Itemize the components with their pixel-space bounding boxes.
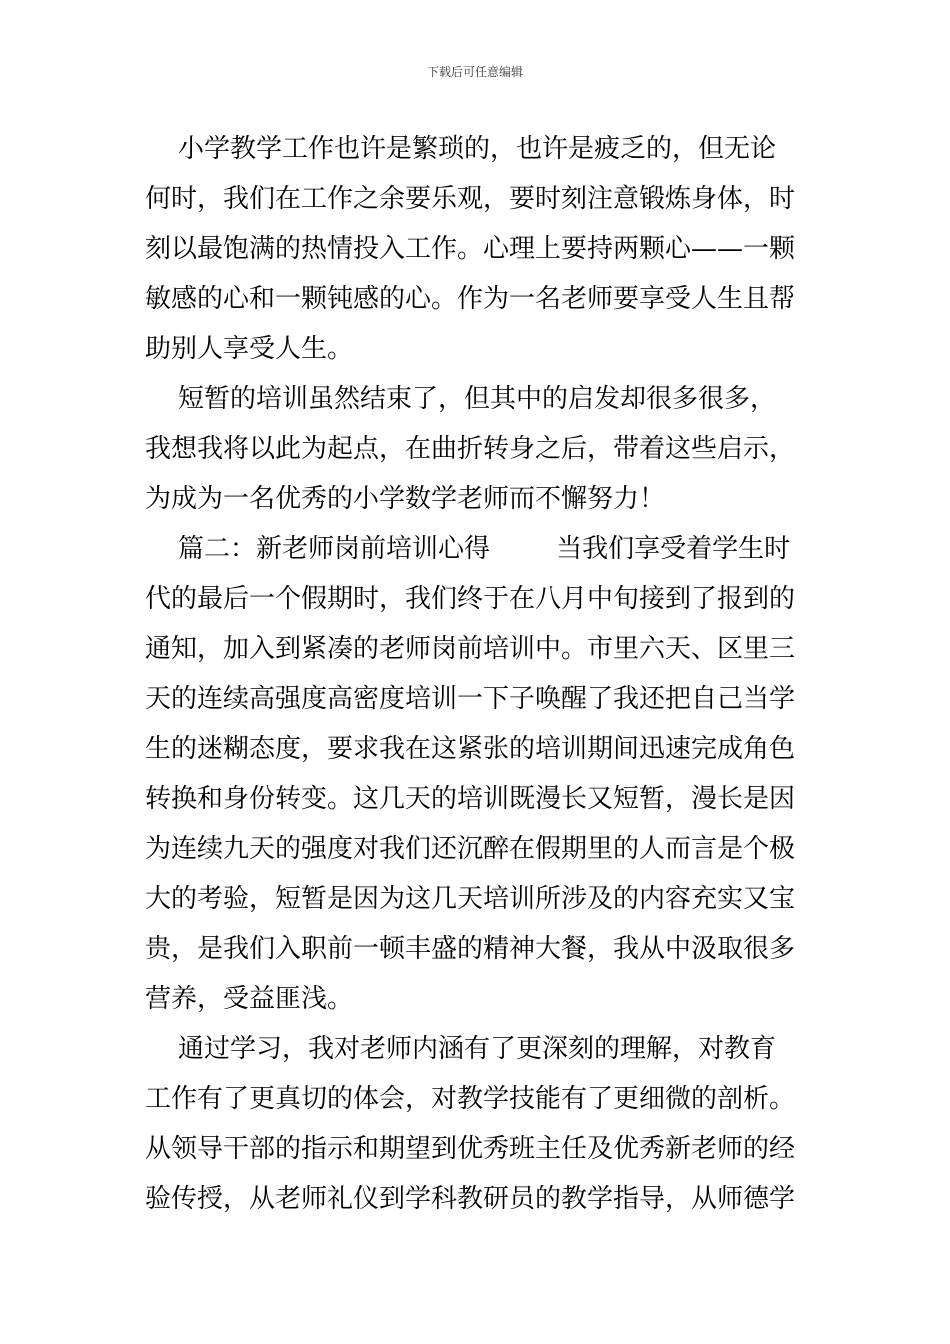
text-line: 大的考验，短暂是因为这几天培训所涉及的内容充实又宝	[145, 884, 796, 914]
text-line: 为连续九天的强度对我们还沉醉在假期里的人而言是个极	[145, 834, 796, 864]
text-line: 贵，是我们入职前一顿丰盛的精神大餐，我从中汲取很多	[145, 934, 796, 964]
text-line: 转换和身份转变。这几天的培训既漫长又短暂，漫长是因	[145, 784, 796, 814]
text-line: 天的连续高强度高密度培训一下子唤醒了我还把自己当学	[145, 684, 796, 714]
text-line: 助别人享受人生。	[145, 334, 354, 364]
text-line: 篇二：新老师岗前培训心得 当我们享受着学生时	[145, 534, 791, 564]
text-line: 营养，受益匪浅。	[145, 984, 354, 1014]
text-line: 从领导干部的指示和期望到优秀班主任及优秀新老师的经	[145, 1134, 796, 1164]
text-line: 为成为一名优秀的小学数学老师而不懈努力！	[145, 484, 666, 514]
text-line: 小学教学工作也许是繁琐的，也许是疲乏的，但无论	[145, 134, 777, 164]
text-line: 验传授，从老师礼仪到学科教研员的教学指导，从师德学	[145, 1184, 796, 1214]
text-line: 工作有了更真切的体会，对教学技能有了更细微的剖析。	[145, 1084, 796, 1114]
text-line: 通知，加入到紧凑的老师岗前培训中。市里六天、区里三	[145, 634, 796, 664]
text-line: 刻以最饱满的热情投入工作。心理上要持两颗心——一颗	[145, 234, 796, 264]
page-header: 下载后可任意编辑	[426, 65, 523, 79]
text-line: 我想我将以此为起点，在曲折转身之后，带着这些启示，	[145, 434, 796, 464]
text-line: 通过学习，我对老师内涵有了更深刻的理解，对教育	[145, 1034, 777, 1064]
text-line: 生的迷糊态度，要求我在这紧张的培训期间迅速完成角色	[145, 734, 796, 764]
text-line: 代的最后一个假期时，我们终于在八月中旬接到了报到的	[145, 584, 796, 614]
text-line: 敏感的心和一颗钝感的心。作为一名老师要享受人生且帮	[145, 284, 796, 314]
text-line: 何时，我们在工作之余要乐观，要时刻注意锻炼身体，时	[145, 184, 796, 214]
text-line: 短暂的培训虽然结束了，但其中的启发却很多很多，	[145, 384, 777, 414]
